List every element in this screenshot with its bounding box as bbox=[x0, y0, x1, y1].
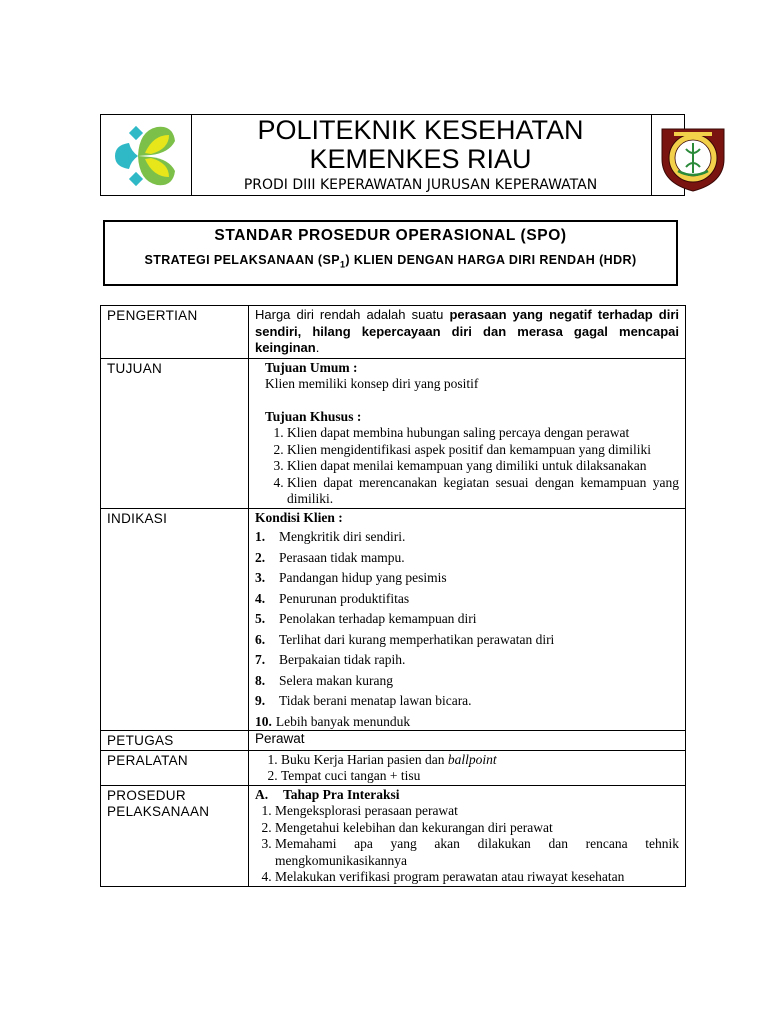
list-text: Penurunan produktifitas bbox=[279, 590, 410, 606]
list-item: 3. Klien dapat menilai kemampuan yang dimiliki untuk dilaksanakan bbox=[287, 458, 679, 475]
spo-subtitle-part: ) KLIEN DENGAN HARGA DIRI RENDAH (HDR) bbox=[345, 253, 637, 267]
label-prosedur-line: PROSEDUR bbox=[107, 787, 186, 803]
list-item: 4. Melakukan verifikasi program perawatan atau riwayat kesehatan bbox=[275, 869, 679, 886]
list-item bbox=[255, 570, 679, 587]
institution-name-line1: POLITEKNIK KESEHATAN bbox=[257, 115, 584, 145]
list-text: Mengkritik diri sendiri. bbox=[279, 529, 406, 544]
prosedur-list bbox=[255, 803, 679, 886]
label-tujuan: TUJUAN bbox=[101, 358, 249, 508]
list-number: 8. bbox=[255, 672, 266, 688]
list-item: 1. Klien dapat membina hubungan saling percaya dengan perawat bbox=[287, 425, 679, 442]
header-divider bbox=[651, 115, 652, 195]
list-item bbox=[255, 632, 679, 649]
header-divider bbox=[191, 115, 192, 195]
list-item bbox=[255, 611, 679, 628]
indikasi-list bbox=[255, 529, 679, 730]
tujuan-umum-text: Klien memiliki konsep diri yang positif bbox=[265, 376, 479, 391]
list-item bbox=[255, 652, 679, 669]
spo-title: STANDAR PROSEDUR OPERASIONAL (SPO) bbox=[214, 227, 567, 244]
pengertian-text-part: . bbox=[315, 340, 320, 355]
list-item bbox=[255, 673, 679, 690]
list-number: 1. bbox=[255, 529, 266, 544]
list-number: 3. bbox=[255, 570, 266, 585]
list-number: 5. bbox=[255, 611, 266, 626]
list-item bbox=[255, 529, 679, 546]
list-text: Terlihat dari kurang memperhatikan perawatan diri bbox=[279, 631, 555, 647]
list-item bbox=[255, 591, 679, 608]
spo-subtitle bbox=[105, 252, 676, 274]
indikasi-content bbox=[249, 508, 686, 731]
label-indikasi: INDIKASI bbox=[101, 508, 249, 731]
list-text: Pandangan hidup yang pesimis bbox=[279, 570, 447, 585]
list-item: 2. Mengetahui kelebihan dan kekurangan diri perawat bbox=[275, 820, 679, 837]
label-prosedur-line: PELAKSANAAN bbox=[107, 804, 210, 819]
list-text: Penolakan terhadap kemampuan diri bbox=[279, 611, 477, 626]
prosedur-section-heading bbox=[255, 787, 679, 804]
list-item: 2. Tempat cuci tangan + tisu bbox=[281, 768, 679, 785]
list-text: Berpakaian tidak rapih. bbox=[279, 652, 406, 667]
list-number: 10. bbox=[255, 713, 272, 729]
list-item: 3. Memahami apa yang akan dilakukan dan rencana tehnik mengkomunikasikannya bbox=[275, 836, 679, 869]
list-item: 4. Klien dapat merencanakan kegiatan sesuai dengan kemampuan yang dimiliki. bbox=[287, 475, 679, 508]
list-item bbox=[255, 693, 679, 710]
section-title: Tahap Pra Interaksi bbox=[283, 786, 400, 802]
row-prosedur bbox=[101, 785, 686, 886]
indikasi-heading: Kondisi Klien : bbox=[255, 509, 343, 525]
kemenkes-logo-icon bbox=[111, 123, 185, 189]
row-peralatan bbox=[101, 750, 686, 785]
list-item: 1. Mengeksplorasi perasaan perawat bbox=[275, 803, 679, 820]
program-subtitle: PRODI DIII KEPERAWATAN JURUSAN KEPERAWATAN bbox=[243, 177, 598, 193]
label-pengertian: PENGERTIAN bbox=[101, 306, 249, 359]
list-number: 6. bbox=[255, 631, 266, 647]
label-petugas: PETUGAS bbox=[101, 731, 249, 751]
poltekkes-riau-seal-icon bbox=[656, 121, 730, 193]
institution-name-line2: KEMENKES RIAU bbox=[309, 144, 532, 174]
list-text: Perasaan tidak mampu. bbox=[279, 549, 405, 565]
row-indikasi bbox=[101, 508, 686, 731]
list-item bbox=[255, 550, 679, 567]
list-text-italic: ballpoint bbox=[447, 751, 497, 767]
spo-table bbox=[100, 305, 686, 887]
list-item bbox=[281, 752, 679, 769]
pengertian-text-part: Harga diri rendah adalah suatu bbox=[255, 307, 450, 322]
list-number: 7. bbox=[255, 652, 266, 667]
list-text: Tidak berani menatap lawan bicara. bbox=[279, 693, 472, 708]
pengertian-text bbox=[249, 306, 686, 359]
list-text: Selera makan kurang bbox=[279, 672, 393, 688]
list-item: 2. Klien mengidentifikasi aspek positif dan kemampuan yang dimiliki bbox=[287, 442, 679, 459]
spo-subtitle-subscript: 1 bbox=[339, 259, 346, 270]
row-petugas bbox=[101, 731, 686, 751]
tujuan-content bbox=[249, 358, 686, 508]
row-tujuan bbox=[101, 358, 686, 508]
spo-title-box bbox=[103, 220, 678, 286]
pengertian-text-bold: perasaan yang negatif terhadap diri sendiri, hilang kepercayaan diri dan merasa gagal mencapai keinginan bbox=[255, 307, 679, 355]
prosedur-content bbox=[249, 785, 686, 886]
spo-subtitle-part: STRATEGI PELAKSANAAN (SP bbox=[144, 253, 340, 267]
list-number: 2. bbox=[255, 549, 266, 565]
row-pengertian bbox=[101, 306, 686, 359]
list-number: 4. bbox=[255, 590, 266, 606]
label-prosedur bbox=[101, 785, 249, 886]
list-item bbox=[255, 714, 679, 731]
list-number: 9. bbox=[255, 693, 266, 708]
list-text: Lebih banyak menunduk bbox=[275, 713, 411, 729]
tujuan-khusus-heading: Tujuan Khusus : bbox=[265, 408, 362, 424]
section-letter: A. bbox=[255, 786, 269, 802]
peralatan-list bbox=[255, 752, 679, 785]
peralatan-content bbox=[249, 750, 686, 785]
list-text: Buku Kerja Harian pasien dan bbox=[281, 751, 448, 767]
label-peralatan: PERALATAN bbox=[101, 750, 249, 785]
tujuan-khusus-list bbox=[255, 425, 679, 508]
tujuan-umum-heading: Tujuan Umum : bbox=[265, 359, 358, 375]
petugas-text: Perawat bbox=[249, 731, 686, 751]
document-header bbox=[100, 114, 685, 196]
